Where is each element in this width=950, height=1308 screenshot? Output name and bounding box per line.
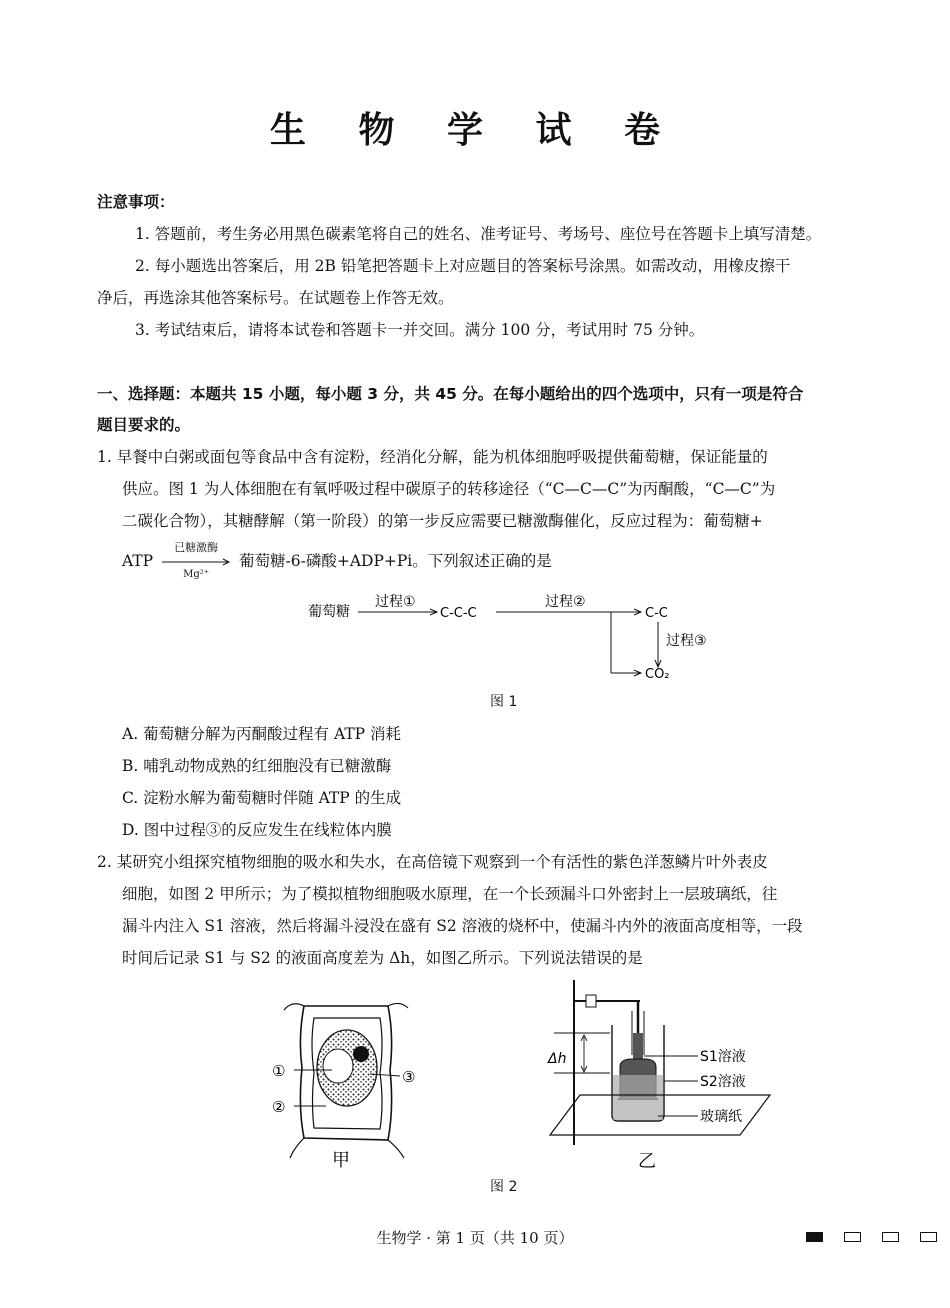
fig2-label-1: ① <box>272 1062 286 1080</box>
fig1-pyruvate: C-C-C <box>440 606 477 621</box>
page-indicator-1 <box>806 1232 823 1242</box>
notice-item-2: 2. 每小题选出答案后，用 2B 铅笔把答题卡上对应题目的答案标号涂黑。如需改动，用橡皮擦干 <box>135 257 791 275</box>
figure1-caption: 图 1 <box>490 694 518 710</box>
q1-stem-line1: 1. 早餐中白粥或面包等食品中含有淀粉，经消化分解，能为机体细胞呼吸提供葡萄糖，保证能量的 <box>97 448 768 466</box>
fig2-label-2: ② <box>272 1098 286 1116</box>
notice-item-1: 1. 答题前，考生务必用黑色碳素笔将自己的姓名、准考证号、考场号、座位号在答题卡上填写清楚。 <box>135 225 822 243</box>
fig2-jia-label: 甲 <box>332 1150 350 1171</box>
eq-cofactor: Mg²⁺ <box>183 569 210 580</box>
q2-stem-line1: 2. 某研究小组探究植物细胞的吸水和失水，在高倍镜下观察到一个有活性的紫色洋葱鳞片叶外表皮 <box>97 853 768 871</box>
page-indicator-2 <box>844 1232 861 1242</box>
page-indicator-3 <box>882 1232 899 1242</box>
figure2-osmometer-diagram <box>540 975 800 1175</box>
page-indicator-4 <box>920 1232 937 1242</box>
notice-item-3: 3. 考试结束后，请将本试卷和答题卡一并交回。满分 100 分，考试用时 75 分钟。 <box>135 321 705 339</box>
notice-heading: 注意事项： <box>97 193 175 211</box>
q1-option-d: D. 图中过程③的反应发生在线粒体内膜 <box>122 821 392 839</box>
section1-heading-line1: 一、选择题：本题共 15 小题，每小题 3 分，共 45 分。在每小题给出的四个选项中，只有一项是符合 <box>97 385 804 403</box>
q1-stem-line3: 二碳化合物），其糖酵解（第一阶段）的第一步反应需要已糖激酶催化，反应过程为：葡萄糖+ <box>122 512 763 530</box>
fig2-membrane-label: 玻璃纸 <box>700 1109 742 1125</box>
fig1-process2: 过程② <box>545 594 586 610</box>
fig2-yi-label: 乙 <box>638 1151 656 1172</box>
exam-title: 生 物 学 试 卷 <box>269 110 681 151</box>
fig1-two-carbon: C-C <box>645 606 668 621</box>
fig1-process1: 过程① <box>375 594 416 610</box>
figure1-pathway <box>300 588 730 688</box>
fig2-label-3: ③ <box>402 1068 416 1086</box>
q2-stem-line4: 时间后记录 S1 与 S2 的液面高度差为 Δh，如图乙所示。下列说法错误的是 <box>122 949 643 967</box>
fig1-process3: 过程③ <box>666 633 707 649</box>
figure2-cell-diagram <box>262 998 422 1178</box>
q1-option-c: C. 淀粉水解为葡萄糖时伴随 ATP 的生成 <box>122 789 402 807</box>
q2-stem-line2: 细胞，如图 2 甲所示；为了模拟植物细胞吸水原理，在一个长颈漏斗口外密封上一层玻璃纸，往 <box>122 885 778 903</box>
section1-heading-line2: 题目要求的。 <box>97 416 191 434</box>
q1-option-a: A. 葡萄糖分解为丙酮酸过程有 ATP 消耗 <box>122 725 402 743</box>
notice-item-2-cont: 净后，再选涂其他答案标号。在试题卷上作答无效。 <box>97 289 454 307</box>
figure2-caption: 图 2 <box>490 1179 518 1195</box>
eq-left: ATP <box>122 552 154 570</box>
q1-stem-line2: 供应。图 1 为人体细胞在有氧呼吸过程中碳原子的转移途径（“C—C—C”为丙酮酸，“C—C”为 <box>122 480 776 498</box>
eq-arrow <box>160 541 232 580</box>
fig1-glucose: 葡萄糖 <box>308 604 350 620</box>
eq-arrow-icon <box>160 555 232 569</box>
q1-option-b: B. 哺乳动物成熟的红细胞没有已糖激酶 <box>122 757 392 775</box>
eq-catalyst: 已糖激酶 <box>174 541 219 554</box>
page-footer: 生物学 · 第 1 页（共 10 页） <box>376 1229 574 1247</box>
fig2-s1-label: S1溶液 <box>700 1049 746 1065</box>
fig2-s2-label: S2溶液 <box>700 1074 746 1090</box>
fig1-co2: CO₂ <box>645 667 670 682</box>
q1-equation <box>122 541 552 580</box>
q2-stem-line3: 漏斗内注入 S1 溶液，然后将漏斗浸没在盛有 S2 溶液的烧杯中，使漏斗内外的液面高度相等，一段 <box>122 917 803 935</box>
eq-right: 葡萄糖-6-磷酸+ADP+Pi。下列叙述正确的是 <box>239 552 552 570</box>
fig2-delta-h: Δh <box>548 1051 567 1067</box>
